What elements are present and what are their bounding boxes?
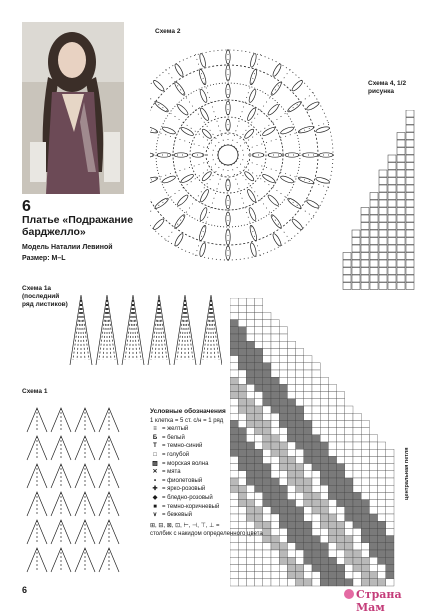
center-stitch-label: центральная петля	[404, 448, 410, 501]
legend-footer-text: столбик с накидом определенного цвета	[150, 530, 270, 539]
legend-symbol: □	[150, 451, 160, 460]
pattern-number: 6	[22, 198, 31, 216]
brand-logo-icon	[344, 589, 354, 599]
scheme-1a-diagram	[62, 290, 222, 370]
legend-item	[150, 434, 270, 443]
legend-label: = темно-синий	[162, 442, 202, 451]
legend-symbol: Т	[150, 442, 160, 451]
scheme-4-label: Схема 4, 1/2 рисунка	[368, 80, 428, 96]
legend-title: Условные обозначения	[150, 408, 270, 417]
model-photo	[22, 22, 124, 194]
pattern-model: Модель Наталии Левиной	[22, 244, 113, 251]
scheme-4-diagram	[325, 110, 425, 300]
scheme-1-diagram	[22, 398, 132, 580]
legend-symbol: ∨	[150, 511, 160, 520]
scheme-1a-label: Схема 1а (последний ряд листиков)	[22, 285, 72, 309]
legend-footer-symbols: ⊞, ⊟, ⊠, ⊡, ⊢, ⊣, ⊤, ⊥ =	[150, 522, 270, 531]
legend-symbol: ◆	[150, 494, 160, 503]
legend-label: = фиолетовый	[162, 477, 202, 486]
scheme-2-label: Схема 2	[155, 28, 180, 36]
legend-item	[150, 494, 270, 503]
legend-item	[150, 485, 270, 494]
legend-item	[150, 451, 270, 460]
page-number: 6	[22, 585, 27, 595]
legend-label: = белый	[162, 434, 185, 443]
legend-label: = бледно-розовый	[162, 494, 213, 503]
legend-label: = мята	[162, 468, 181, 477]
legend-item	[150, 468, 270, 477]
legend-item	[150, 425, 270, 434]
legend-item	[150, 442, 270, 451]
pattern-title: Платье «Подражание барджелло»	[22, 214, 142, 238]
legend-item	[150, 503, 270, 512]
legend-symbol: •	[150, 477, 160, 486]
pattern-size: Размер: M–L	[22, 255, 65, 262]
legend-item	[150, 460, 270, 469]
legend-item	[150, 511, 270, 520]
legend-label: = желтый	[162, 425, 188, 434]
legend-label: = темно-коричневый	[162, 503, 219, 512]
legend-symbol: ≡	[150, 425, 160, 434]
legend-label: = голубой	[162, 451, 189, 460]
legend-symbol: ✚	[150, 485, 160, 494]
legend-item	[150, 477, 270, 486]
legend-symbol: ✕	[150, 468, 160, 477]
legend-label: = бежевый	[162, 511, 192, 520]
brand-watermark: Страна Мам	[356, 588, 433, 614]
legend-symbol: ■	[150, 503, 160, 512]
scheme-1-label: Схема 1	[22, 388, 47, 396]
legend-symbol: Б	[150, 434, 160, 443]
legend-label: = ярко-розовый	[162, 485, 205, 494]
legend	[150, 408, 270, 539]
legend-note: 1 клетка = 5 ст. с/н = 1 ряд	[150, 417, 270, 426]
legend-label: = морская волна	[162, 460, 208, 469]
legend-symbol: ▨	[150, 460, 160, 469]
